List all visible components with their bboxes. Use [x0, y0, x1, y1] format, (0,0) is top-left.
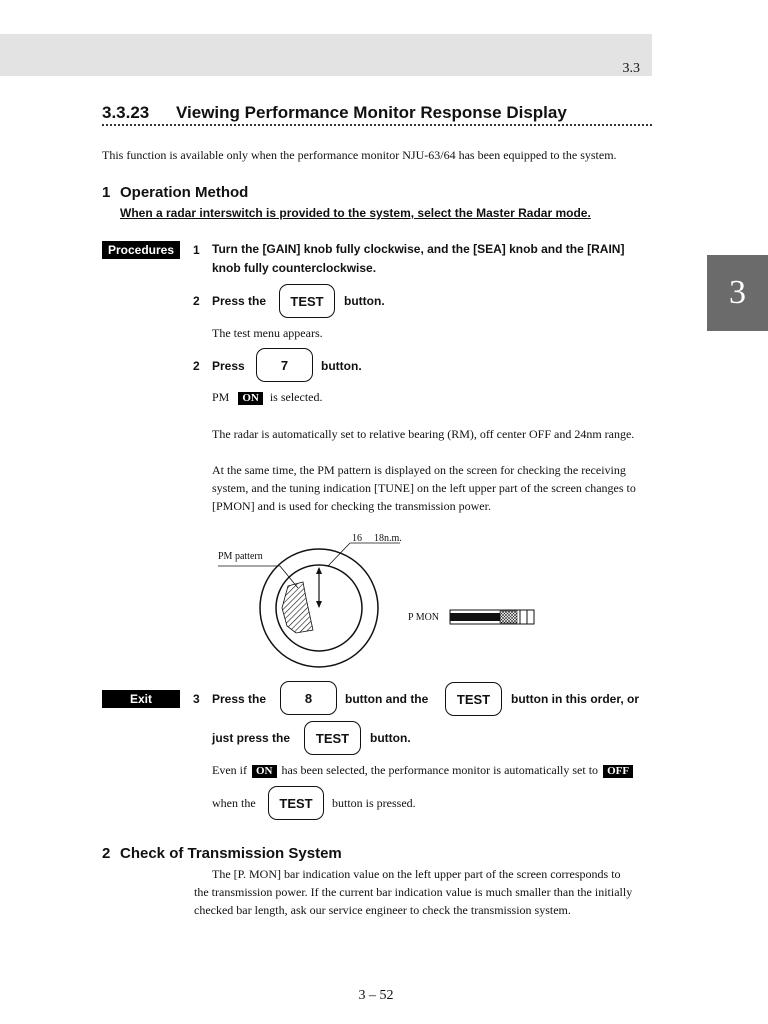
section-1-title: Operation Method	[120, 184, 249, 201]
section-2-line-3: checked bar length, ask our service engineer to check the transmission system.	[194, 903, 571, 917]
title-divider	[102, 124, 652, 126]
range-unit: 18n.m.	[374, 533, 402, 544]
title-text: Viewing Performance Monitor Response Display	[176, 103, 567, 122]
step-3-line2-post: button.	[370, 731, 411, 745]
even-if-mid: has been selected, the performance monitor is automatically set to	[281, 763, 599, 777]
procedures-label: Procedures	[102, 241, 180, 259]
section-1-note: When a radar interswitch is provided to the system, select the Master Radar mode.	[120, 206, 591, 220]
step-2b-post: button.	[321, 359, 362, 373]
paragraph-pm-pattern: At the same time, the PM pattern is displayed on the screen for checking the receiving system, and the tuning indication [TUNE] on the left upper part of the screen changes to [PMON] and is used for checking the transmission power.	[212, 463, 636, 513]
step-1-line-1: Turn the [GAIN] knob fully clockwise, and the [SEA] knob and the [RAIN]	[212, 242, 625, 256]
page-title	[102, 103, 567, 123]
pm-on-badge: ON	[238, 392, 263, 405]
step-3-mid: button and the	[345, 692, 429, 706]
step-3-post: button in this order, or	[511, 692, 639, 706]
page-number: 3 – 52	[358, 988, 394, 1003]
step-3-number: 3	[193, 692, 200, 706]
pm-selected-text: is selected.	[269, 390, 323, 404]
paragraph-radar-set: The radar is automatically set to relative bearing (RM), off center OFF and 24nm range.	[212, 427, 635, 441]
step-1-number: 1	[193, 243, 200, 257]
header-section-number: 3.3	[622, 61, 640, 76]
pmon-bar	[450, 610, 534, 624]
section-2-line-1: The [P. MON] bar indication value on the left upper part of the screen corresponds to	[212, 867, 621, 881]
key-8[interactable]: 8	[280, 681, 337, 715]
section-2-number: 2	[102, 845, 111, 862]
step-2b-number: 2	[193, 359, 200, 373]
step-1-line-2: knob fully counterclockwise.	[212, 261, 377, 275]
section-2-line-2: the transmission power. If the current bar indication value is much smaller than the initially	[194, 885, 633, 899]
step-1-text	[212, 240, 624, 278]
exit-label: Exit	[102, 690, 180, 708]
pm-label: PM	[212, 390, 230, 404]
title-number: 3.3.23	[102, 103, 150, 122]
on-badge: ON	[252, 765, 277, 778]
step-3-pre: Press the	[212, 692, 267, 706]
when-the-pre: when the	[212, 796, 256, 810]
step-2a-number: 2	[193, 294, 200, 308]
section-1-heading	[102, 184, 248, 201]
pm-pattern-shape	[282, 582, 313, 633]
off-badge: OFF	[603, 765, 633, 778]
even-if-pre: Even if	[212, 763, 247, 777]
section-2-heading	[102, 845, 342, 862]
when-the-post: button is pressed.	[332, 796, 416, 810]
section-2-body	[194, 865, 654, 919]
chapter-tab: 3	[707, 255, 768, 331]
test-key-alt[interactable]: TEST	[304, 721, 361, 755]
key-7[interactable]: 7	[256, 348, 313, 382]
step-3-line2-pre: just press the	[212, 731, 291, 745]
intro-text: This function is available only when the performance monitor NJU-63/64 has been equipped to the system.	[102, 148, 617, 162]
step-2b-pre: Press	[212, 359, 245, 373]
pmon-bar-fill	[450, 613, 500, 621]
section-1-number: 1	[102, 184, 111, 201]
step-2a-result: The test menu appears.	[212, 326, 323, 340]
pm-pattern-label: PM pattern	[218, 551, 263, 562]
range-value: 16	[352, 533, 362, 544]
even-if-line	[212, 761, 633, 779]
pmon-label: P MON	[408, 612, 440, 623]
step-2a-post: button.	[344, 294, 385, 308]
test-key[interactable]: TEST	[279, 284, 335, 318]
header-band	[0, 34, 652, 76]
step-2a-pre: Press the	[212, 294, 267, 308]
test-key-step3[interactable]: TEST	[445, 682, 502, 716]
pm-selected-line	[212, 388, 323, 406]
test-key-final[interactable]: TEST	[268, 786, 324, 820]
section-2-title: Check of Transmission System	[120, 845, 342, 862]
